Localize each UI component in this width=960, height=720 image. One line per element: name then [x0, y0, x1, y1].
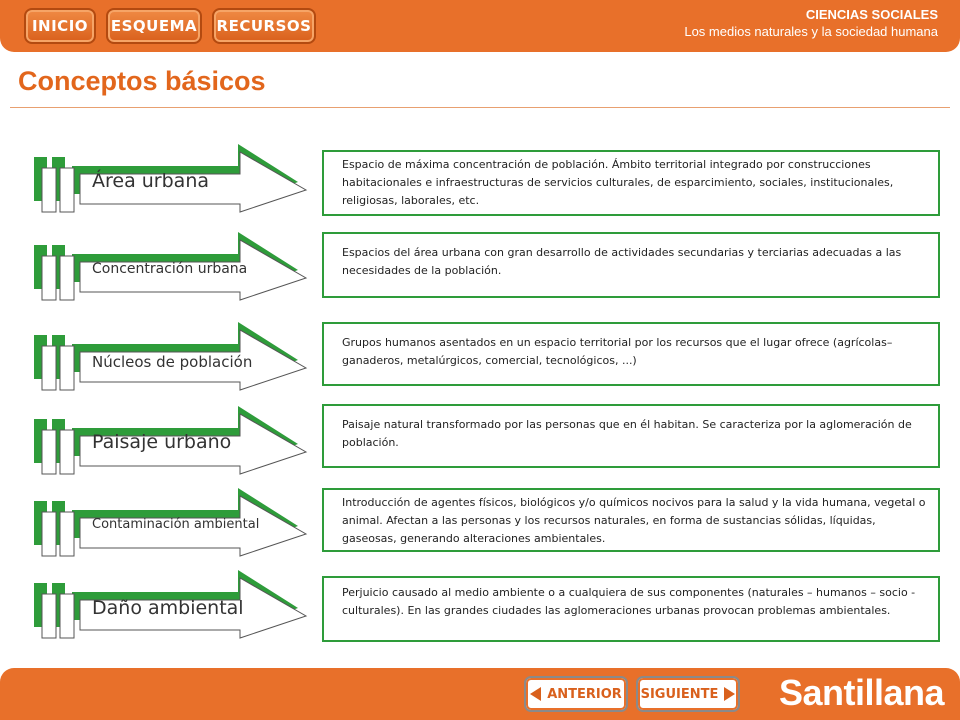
next-button[interactable] [636, 676, 740, 712]
concept-term: Concentración urbana [92, 261, 248, 277]
concept-row [0, 142, 960, 222]
subject-title: CIENCIAS SOCIALES [805, 7, 938, 22]
concept-term: Paisaje urbano [92, 431, 232, 453]
concept-term: Núcleos de población [92, 353, 253, 371]
nav-recursos-button[interactable]: RECURSOS [212, 8, 316, 44]
concept-definition: Espacios del área urbana con gran desarrollo de actividades secundarias y terciarias adecuadas a las necesidades de la población. [322, 232, 940, 298]
header-title-block [684, 6, 938, 40]
unit-title: Los medios naturales y la sociedad humana [684, 24, 938, 39]
concept-row [0, 404, 960, 484]
concept-definition: Paisaje natural transformado por las personas que en él habitan. Se caracteriza por la aglomeración de población. [322, 404, 940, 468]
concept-definition: Espacio de máxima concentración de población. Ámbito territorial integrado por construcciones habitacionales e infraestructuras de servicios culturales, de esparcimiento, sociales, institucionales, religiosas, laborales, etc. [322, 150, 940, 216]
concept-row [0, 486, 960, 566]
nav-inicio-button[interactable]: INICIO [24, 8, 96, 44]
concept-row [0, 568, 960, 648]
arrow-left-icon [530, 687, 541, 701]
concept-term: Daño ambiental [92, 597, 244, 619]
concept-definition: Grupos humanos asentados en un espacio territorial por los recursos que el lugar ofrece (agrícolas–ganaderos, metalúrgicos, comercial, tecnológicos, ...) [322, 322, 940, 386]
concept-definition: Introducción de agentes físicos, biológicos y/o químicos nocivos para la salud y la vida humana, vegetal o animal. Afectan a las personas y los recursos naturales, en forma de sustancias sólidas, líquidas, gaseosas, generando alteraciones ambientales. [322, 488, 940, 552]
arrow-right-icon [724, 687, 735, 701]
concept-row [0, 320, 960, 400]
next-label: SIGUIENTE [640, 686, 719, 702]
title-divider [10, 107, 950, 108]
previous-button[interactable] [524, 676, 628, 712]
nav-esquema-button[interactable]: ESQUEMA [106, 8, 202, 44]
previous-label: ANTERIOR [547, 686, 622, 702]
concept-term: Contaminación ambiental [92, 517, 260, 532]
page-title: Conceptos básicos [18, 66, 266, 96]
brand-logo: Santillana [778, 672, 944, 713]
concept-row [0, 230, 960, 310]
concept-term: Área urbana [92, 170, 210, 192]
concept-definition: Perjuicio causado al medio ambiente o a cualquiera de sus componentes (naturales – humanos – socio - culturales). En las grandes ciudades las aglomeraciones urbanas provocan problemas ambientales. [322, 576, 940, 642]
